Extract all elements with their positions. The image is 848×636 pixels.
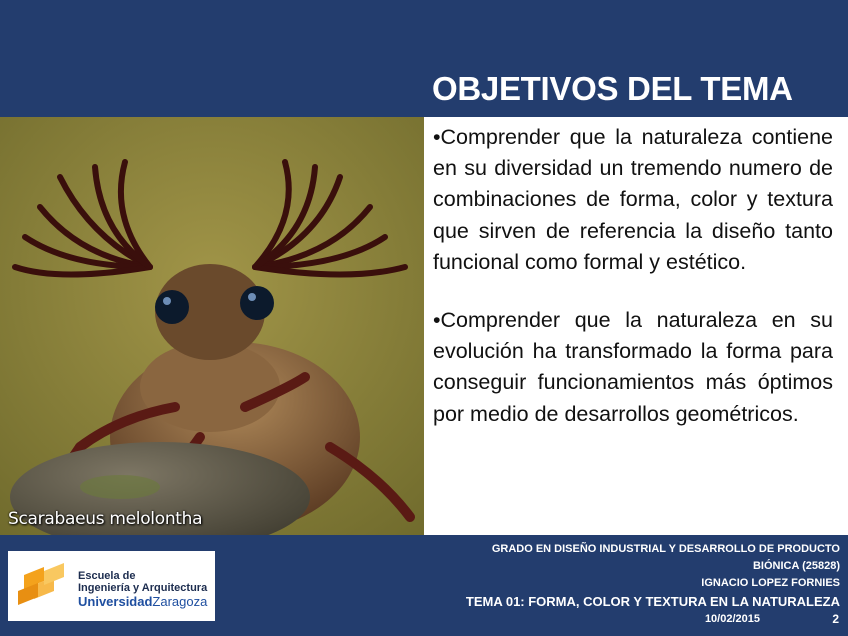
university-logo <box>8 551 215 621</box>
logo-line-2: Ingeniería y Arquitectura <box>78 582 208 594</box>
image-caption: Scarabaeus melolontha <box>8 509 203 529</box>
eina-logo-icon <box>14 561 74 613</box>
page-number: 2 <box>832 612 839 626</box>
logo-brand <box>78 594 207 610</box>
objective-paragraph: •Comprender que la naturaleza en su evolución ha transformado la forma para conseguir funcionamientos más óptimos por medio de desarrollos geométricos. <box>433 308 833 426</box>
footer-topic: TEMA 01: FORMA, COLOR Y TEXTURA EN LA NATURALEZA <box>465 594 840 609</box>
logo-brand-bold: Universidad <box>78 594 153 609</box>
footer-degree: GRADO EN DISEÑO INDUSTRIAL Y DESARROLLO DE PRODUCTO <box>491 543 840 555</box>
objective-paragraph: •Comprender que la naturaleza contiene en su diversidad un tremendo numero de combinaciones de forma, color y textura que sirven de referencia la diseño tanto funcional como formal y estético. <box>433 125 833 274</box>
footer-date: 10/02/2015 <box>704 613 760 625</box>
objectives-text <box>433 122 833 430</box>
logo-text <box>78 570 207 610</box>
footer-info <box>466 541 840 628</box>
logo-brand-light: Zaragoza <box>152 594 208 609</box>
footer-course: BIÓNICA (25828) <box>752 560 840 572</box>
footer-author: IGNACIO LOPEZ FORNIES <box>701 577 840 589</box>
slide-title: OBJETIVOS DEL TEMA <box>432 70 793 107</box>
logo-line-1: Escuela de <box>78 570 136 582</box>
beetle-photo <box>0 117 424 535</box>
